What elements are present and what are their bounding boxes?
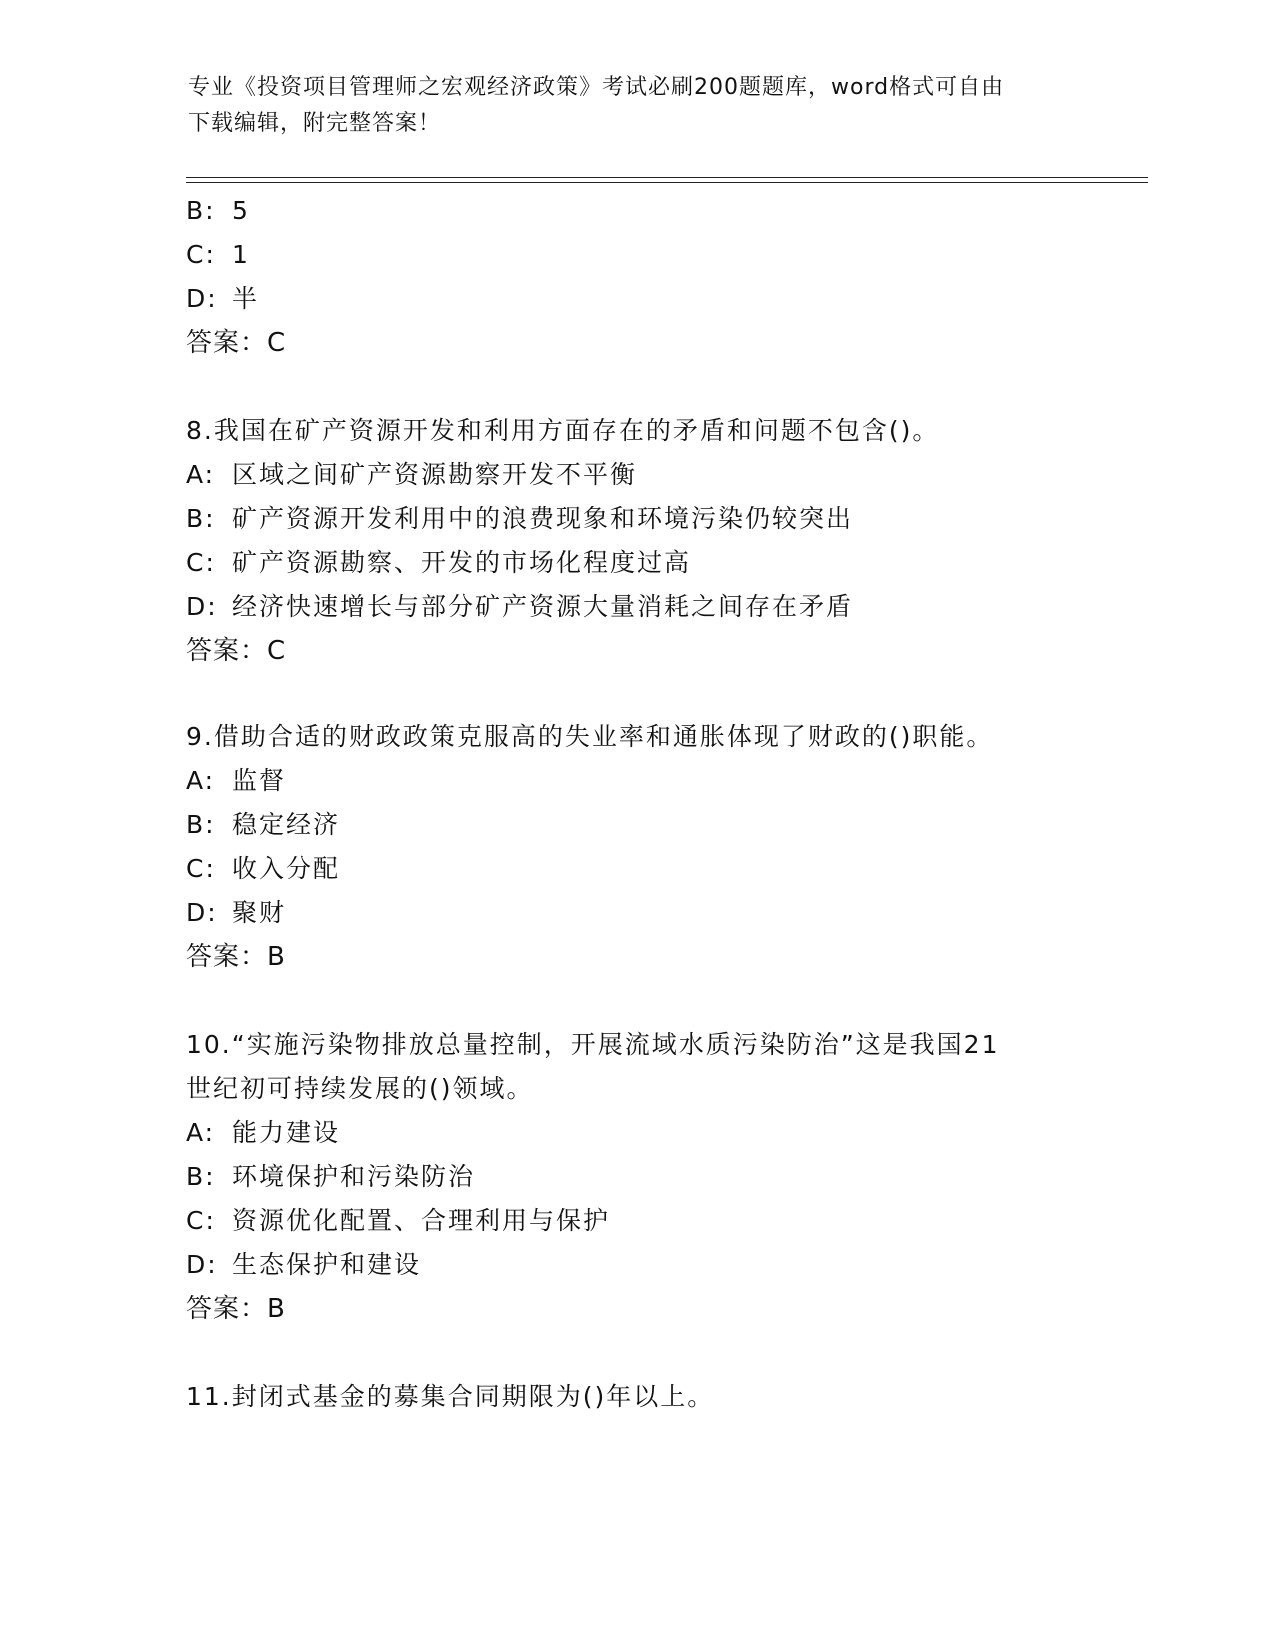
option-text: 矿产资源勘察、开发的市场化程度过高 <box>232 548 692 577</box>
option-label: D: <box>186 284 218 313</box>
q9-option-d <box>186 898 286 928</box>
q8-option-d <box>186 592 853 622</box>
option-label: C: <box>186 854 216 883</box>
option-text: 矿产资源开发利用中的浪费现象和环境污染仍较突出 <box>232 504 854 533</box>
option-text: 资源优化配置、合理利用与保护 <box>232 1206 611 1235</box>
option-text: 聚财 <box>232 898 287 927</box>
q10-option-a <box>186 1118 340 1148</box>
q7-answer: 答案：C <box>186 328 287 358</box>
option-text: 1 <box>232 240 250 269</box>
header-line-2: 下载编辑，附完整答案！ <box>188 111 442 136</box>
option-label: D: <box>186 592 218 621</box>
option-label: A: <box>186 1118 216 1147</box>
option-label: B: <box>186 504 216 533</box>
option-label: A: <box>186 766 216 795</box>
q10-question-line-1: 10.“实施污染物排放总量控制，开展流域水质污染防治”这是我国21 <box>186 1030 1000 1059</box>
q9-option-c <box>186 854 340 884</box>
option-text: 生态保护和建设 <box>232 1250 422 1279</box>
option-label: B: <box>186 1162 216 1191</box>
document-header <box>188 70 1068 142</box>
option-text: 能力建设 <box>232 1118 341 1147</box>
q8-answer: 答案：C <box>186 636 287 666</box>
option-label: C: <box>186 240 216 269</box>
option-text: 经济快速增长与部分矿产资源大量消耗之间存在矛盾 <box>232 592 854 621</box>
option-text: 区域之间矿产资源勘察开发不平衡 <box>232 460 638 489</box>
q10-answer: 答案：B <box>186 1294 286 1324</box>
q8-option-a <box>186 460 637 490</box>
q11-question: 11.封闭式基金的募集合同期限为()年以上。 <box>186 1382 715 1411</box>
q7-option-b <box>186 196 250 226</box>
option-text: 收入分配 <box>232 854 341 883</box>
option-text: 监督 <box>232 766 287 795</box>
q7-option-d <box>186 284 259 314</box>
q10-option-d <box>186 1250 421 1280</box>
option-text: 稳定经济 <box>232 810 341 839</box>
q8-question: 8.我国在矿产资源开发和利用方面存在的矛盾和问题不包含()。 <box>186 416 940 445</box>
option-text: 5 <box>232 196 250 225</box>
q8-option-b <box>186 504 853 534</box>
option-label: C: <box>186 1206 216 1235</box>
header-rule-bottom <box>186 182 1148 183</box>
q9-question: 9.借助合适的财政政策克服高的失业率和通胀体现了财政的()职能。 <box>186 722 994 751</box>
q9-option-b <box>186 810 340 840</box>
q8-option-c <box>186 548 691 578</box>
option-label: B: <box>186 196 216 225</box>
option-label: D: <box>186 898 218 927</box>
option-label: B: <box>186 810 216 839</box>
header-rule-top <box>186 177 1148 178</box>
q9-answer: 答案：B <box>186 942 286 972</box>
option-label: C: <box>186 548 216 577</box>
q10-question-line-2: 世纪初可持续发展的()领域。 <box>186 1074 534 1103</box>
q10-option-c <box>186 1206 610 1236</box>
header-line-1: 专业《投资项目管理师之宏观经济政策》考试必刷200题题库，word格式可自由 <box>188 75 1005 100</box>
q9-option-a <box>186 766 286 796</box>
option-label: D: <box>186 1250 218 1279</box>
option-text: 环境保护和污染防治 <box>232 1162 476 1191</box>
q10-option-b <box>186 1162 475 1192</box>
q7-option-c <box>186 240 250 270</box>
option-label: A: <box>186 460 216 489</box>
option-text: 半 <box>232 284 260 313</box>
